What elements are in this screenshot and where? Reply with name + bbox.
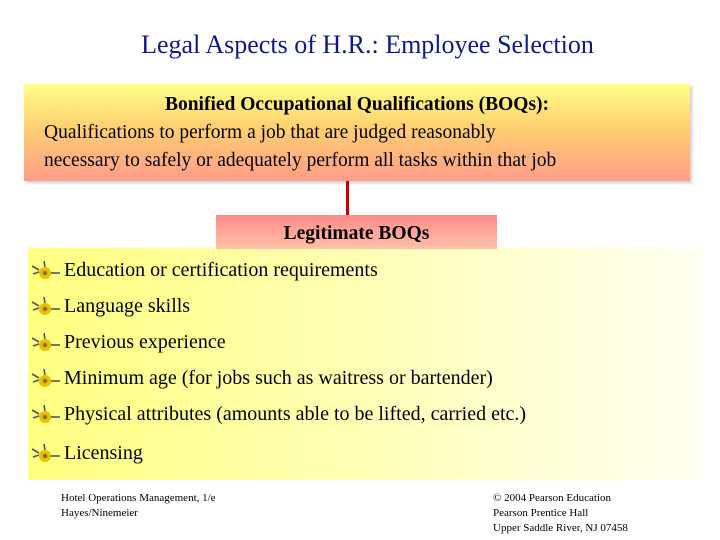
footer-copyright-line-1: © 2004 Pearson Education [493, 492, 612, 504]
slide-title: Legal Aspects of H.R.: Employee Selection [141, 30, 594, 59]
flower-bullet-icon [30, 257, 64, 283]
list-item-text: Previous experience [64, 330, 226, 353]
footer-copyright-line-3: Upper Saddle River, NJ 07458 [493, 522, 628, 534]
list-item [30, 256, 378, 284]
list-item-text: Licensing [64, 441, 143, 464]
list-item [30, 400, 526, 428]
flower-bullet-icon [30, 365, 64, 391]
list-item-text: Physical attributes (amounts able to be lifted, carried etc.) [64, 402, 527, 425]
flower-bullet-icon [30, 401, 64, 427]
list-item [30, 364, 493, 392]
list-item [30, 439, 143, 467]
boq-definition-line-1: Qualifications to perform a job that are judged reasonably [44, 122, 496, 143]
footer-book-credit [61, 491, 216, 521]
list-item-text: Minimum age (for jobs such as waitress or bartender) [64, 366, 493, 389]
flower-bullet-icon [30, 440, 64, 466]
list-item [30, 328, 226, 356]
boq-definition-box [24, 84, 690, 181]
flower-bullet-icon [30, 329, 64, 355]
footer-authors: Hayes/Ninemeier [61, 507, 138, 519]
footer-copyright-line-2: Pearson Prentice Hall [493, 507, 589, 519]
list-item-text: Education or certification requirements [64, 258, 378, 281]
footer-book-title: Hotel Operations Management, 1/e [61, 492, 216, 504]
connector-line [346, 181, 349, 215]
flower-bullet-icon [30, 293, 64, 319]
legitimate-boqs-label: Legitimate BOQs [216, 215, 497, 249]
boq-definition-line-2: necessary to safely or adequately perform all tasks within that job [44, 150, 557, 171]
boq-heading: Bonified Occupational Qualifications (BOQs): [164, 94, 550, 115]
list-item-text: Language skills [64, 294, 191, 317]
list-item [30, 292, 190, 320]
footer-copyright [493, 491, 628, 536]
